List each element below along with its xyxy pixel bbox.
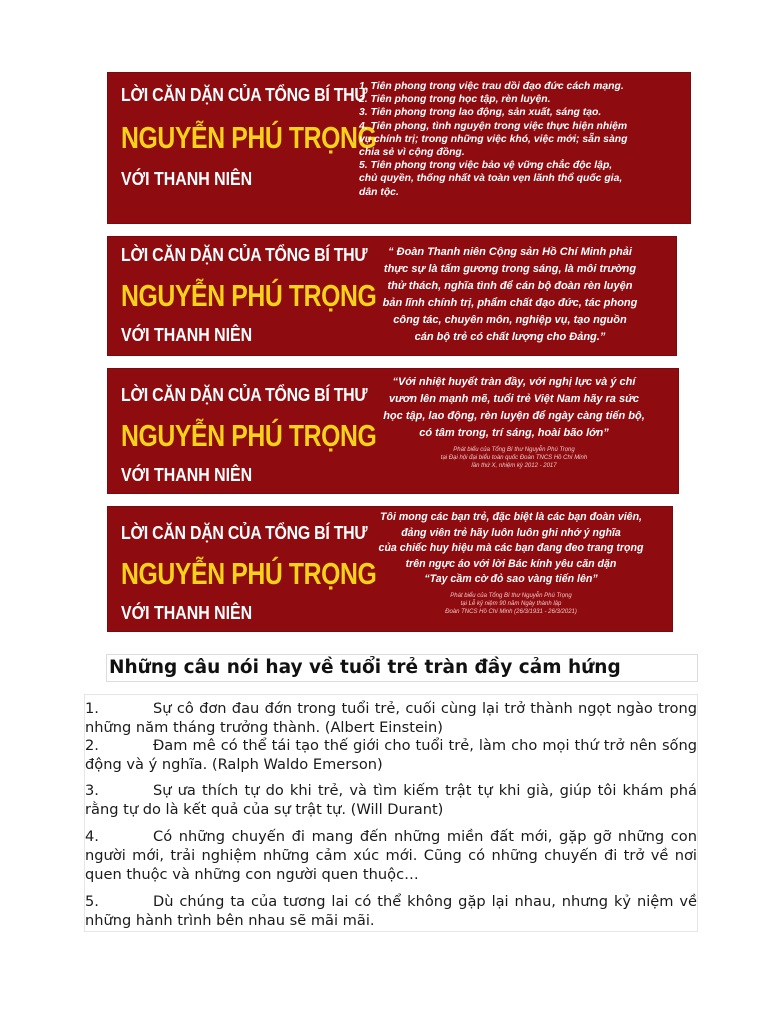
list-item xyxy=(85,827,697,884)
banner-quote-block xyxy=(347,244,673,346)
banner-citation: Phát biểu của Tổng Bí thư Nguyễn Phú Trọng tại Lễ kỷ niệm 90 năm Ngày thành lập Đoàn TNCS Hồ Chí Minh (26/3/1931 - 26/3/2021) xyxy=(445,592,577,615)
list-item-text: Có những chuyến đi mang đến những miền đất mới, gặp gỡ những con người mới, trải nghiệm những cảm xúc mới. Cũng có những chuyến đi trở về nơi quen thuộc và những con người quen thuộc… xyxy=(85,828,697,883)
banner-title-line-1: LỜI CĂN DẶN CỦA TỔNG BÍ THƯ xyxy=(121,384,368,405)
banner-point: dân tộc. xyxy=(359,186,399,198)
banner-title-name: NGUYỄN PHÚ TRỌNG xyxy=(121,556,377,591)
banner-quote: “ Đoàn Thanh niên Cộng sản Hồ Chí Minh phải thực sự là tấm gương trong sáng, là môi trường thử thách, nghĩa tình để cán bộ đoàn rèn luyện bản lĩnh chính trị, phẩm chất đạo đức, tác phong công tác, chuyên môn, nghiệp vụ, tạo nguồn cán bộ trẻ có chất lượng cho Đảng.” xyxy=(382,246,638,343)
section-heading: Những câu nói hay về tuổi trẻ tràn đầy cảm hứng xyxy=(109,657,621,678)
banner-title-block xyxy=(121,506,377,632)
list-item-text: Dù chúng ta của tương lai có thể không gặp lại nhau, nhưng kỷ niệm về những hành trình bên nhau sẽ mãi mãi. xyxy=(85,893,697,929)
list-item-number: 5. xyxy=(85,893,99,910)
banner-1 xyxy=(107,72,691,224)
quotes-list xyxy=(84,694,698,932)
banner-2 xyxy=(107,236,677,356)
list-item xyxy=(85,736,697,774)
section-heading-box xyxy=(106,654,698,682)
banner-quote-block xyxy=(353,510,669,616)
list-item xyxy=(85,892,697,930)
list-item-text: Đam mê có thể tái tạo thế giới cho tuổi trẻ, làm cho mọi thứ trở nên sống động và ý nghĩa. (Ralph Waldo Emerson) xyxy=(85,737,697,773)
banner-title-line-3: VỚI THANH NIÊN xyxy=(121,602,253,623)
banner-point: chia sẻ vì cộng đồng. xyxy=(359,147,465,159)
banner-title-block xyxy=(121,236,377,356)
banner-title-line-1: LỜI CĂN DẶN CỦA TỔNG BÍ THƯ xyxy=(121,522,368,543)
banner-citation: Phát biểu của Tổng Bí thư Nguyễn Phú Trọng tại Đại hội đại biểu toàn quốc Đoàn TNCS Hồ Chí Minh lần thứ X, nhiệm kỳ 2012 - 2017 xyxy=(440,447,588,469)
banner-title-line-1: LỜI CĂN DẶN CỦA TỔNG BÍ THƯ xyxy=(121,84,368,105)
banner-point: 1. Tiên phong trong việc trau dồi đạo đức cách mạng. xyxy=(359,81,624,92)
banner-quote-block xyxy=(355,374,673,470)
banner-title-name: NGUYỄN PHÚ TRỌNG xyxy=(121,120,377,155)
list-item-number: 1. xyxy=(85,700,99,717)
banner-title-name: NGUYỄN PHÚ TRỌNG xyxy=(121,418,377,453)
banner-point: vụ chính trị; trong những việc khó, việc mới; sẵn sàng xyxy=(359,133,628,145)
list-item-number: 2. xyxy=(85,737,99,754)
banner-point: 3. Tiên phong trong lao động, sản xuất, sáng tạo. xyxy=(359,107,602,119)
banner-point: chủ quyền, thống nhất và toàn vẹn lãnh thổ quốc gia, xyxy=(359,173,623,185)
banner-title-name: NGUYỄN PHÚ TRỌNG xyxy=(121,278,377,313)
banner-3 xyxy=(107,368,679,494)
banner-title-line-1: LỜI CĂN DẶN CỦA TỔNG BÍ THƯ xyxy=(121,244,368,265)
banner-quote: Tôi mong các bạn trẻ, đặc biệt là các bạn đoàn viên, đảng viên trẻ hãy luôn luôn ghi nhớ ý nghĩa của chiếc huy hiệu mà các bạn đang đeo trang trọng trên ngực áo với lời Bác kính yêu căn dặn “Tay cầm cờ đỏ sao vàng tiến lên” xyxy=(378,511,644,585)
list-item-number: 3. xyxy=(85,782,99,799)
banner-quote: “Với nhiệt huyết tràn đầy, với nghị lực và ý chí vươn lên mạnh mẽ, tuổi trẻ Việt Nam hãy ra sức học tập, lao động, rèn luyện để ngày càng tiến bộ, có tâm trong, trí sáng, hoài bão lớn” xyxy=(383,376,645,439)
banner-title-block xyxy=(121,368,377,494)
list-item-text: Sự ưa thích tự do khi trẻ, và tìm kiếm trật tự khi già, giúp tôi khám phá rằng tự do là kết quả của sự trật tự. (Will Durant) xyxy=(85,782,697,818)
list-item-text: Sự cô đơn đau đớn trong tuổi trẻ, cuối cùng lại trở thành ngọt ngào trong những năm tháng trưởng thành. (Albert Einstein) xyxy=(85,700,697,736)
banner-point: 2. Tiên phong trong học tập, rèn luyện. xyxy=(359,94,551,106)
list-item xyxy=(85,699,697,737)
banner-point: 4. Tiên phong, tình nguyện trong việc thực hiện nhiệm xyxy=(359,120,628,132)
banner-4 xyxy=(107,506,673,632)
banner-points xyxy=(359,80,685,199)
list-item xyxy=(85,781,697,819)
banner-title-line-3: VỚI THANH NIÊN xyxy=(121,324,253,345)
banner-title-line-3: VỚI THANH NIÊN xyxy=(121,168,253,189)
list-item-number: 4. xyxy=(85,828,99,845)
banner-title-block xyxy=(121,72,377,224)
banner-point: 5. Tiên phong trong việc bảo vệ vững chắc độc lập, xyxy=(359,160,613,172)
banner-title-line-3: VỚI THANH NIÊN xyxy=(121,464,253,485)
